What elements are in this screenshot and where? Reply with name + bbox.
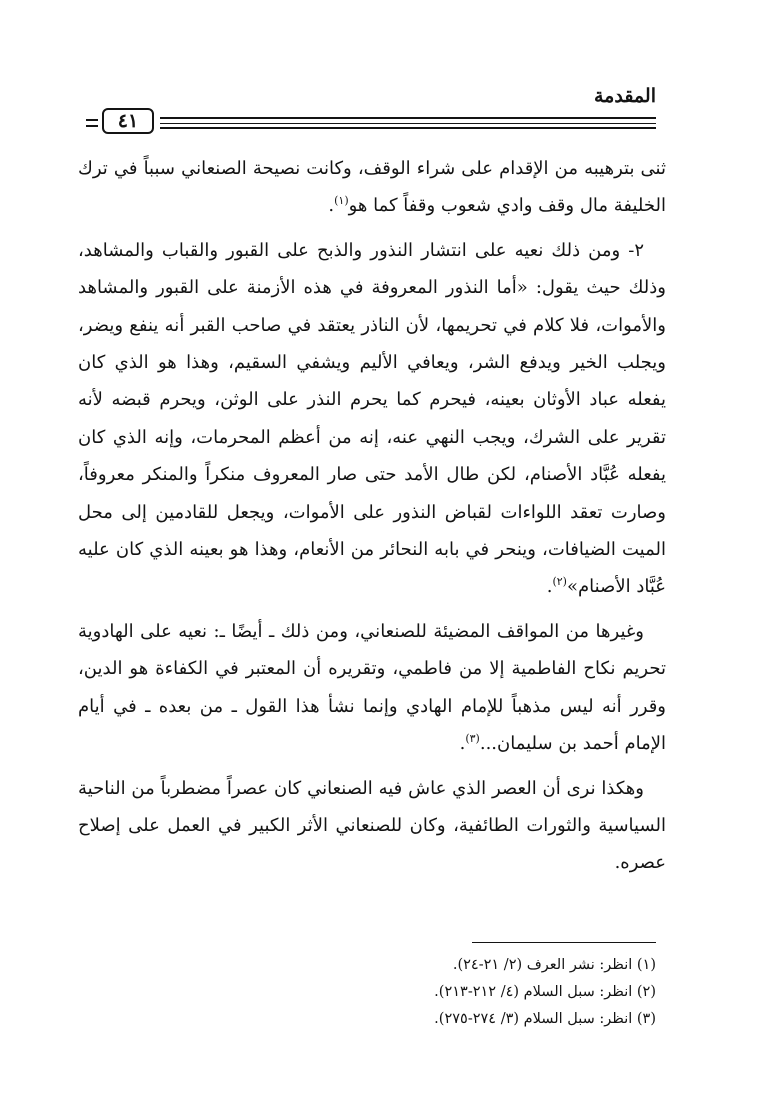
header-rule-line	[160, 123, 656, 124]
footnote-ref: (٣)	[465, 732, 480, 746]
footnote-ref: (٢)	[552, 575, 567, 589]
footnote: (١) انظر: نشر العرف (٢/ ٢١-٢٤).	[452, 957, 656, 973]
paragraph-end: .	[459, 733, 466, 755]
paragraph-end: .	[328, 195, 335, 217]
page-number: ٤١	[102, 108, 154, 134]
paragraph-text: ٢- ومن ذلك نعيه على انتشار النذور والذبح على القبور والقباب والمشاهد، وذلك حيث يقول: «أما النذور المعروفة في هذه الأزمنة على القبور والمشاهد والأموات، فلا كلام في تحريمها، لأن الناذر يعتقد في صاحب القبر أنه ينفع ويضر، ويجلب الخير ويدفع الشر، ويعافي الأليم ويشفي السقيم، وهذا هو الذي كان يفعله عباد الأوثان بعينه، فيحرم كما يحرم النذر على الوثن، ويحرم قبضه لأنه تقرير على الشرك، ويجب النهي عنه، إنه من أعظم المحرمات، وإنه الذي كان يفعله عُبَّاد الأصنام، لكن طال الأمد حتى صار المعروف منكراً والمنكر معروفاً، وصارت تعقد اللواءات لقباض النذور على الأموات، ويجعل للقادمين إلى محل الميت الضيافات، وينحر في بابه النحائر من الأنعام، وهذا هو بعينه الذي كان عليه عُبَّاد الأصنام»	[78, 239, 666, 598]
header-rule-end-mark	[86, 125, 98, 127]
header-rule-line	[160, 117, 656, 119]
footnotes	[96, 952, 656, 1033]
paragraph	[78, 613, 666, 763]
footnote: (٢) انظر: سبل السلام (٤/ ٢١٢-٢١٣).	[434, 984, 656, 1000]
header-rule-end-mark	[86, 119, 98, 121]
footnote-separator	[472, 942, 656, 943]
footnote: (٣) انظر: سبل السلام (٣/ ٢٧٤-٢٧٥).	[434, 1011, 656, 1027]
header-rule	[84, 108, 656, 136]
paragraph	[78, 150, 666, 225]
paragraph-text: وغيرها من المواقف المضيئة للصنعاني، ومن ذلك ـ أيضًا ـ: نعيه على الهادوية تحريم نكاح الفاطمية إلا من فاطمي، وتقريره أن المعتبر في الكفاءة هو الدين، وقرر أنه ليس مذهباً للإمام الهادي وإنما نشأ هذا القول ـ من بعده ـ في أيام الإمام أحمد بن سليمان...	[78, 620, 666, 755]
paragraph	[78, 770, 666, 882]
footnote-ref: (١)	[334, 194, 349, 208]
paragraph-end: .	[546, 576, 553, 598]
header-rule-line	[160, 127, 656, 129]
paragraph	[78, 232, 666, 606]
paragraph-text: وهكذا نرى أن العصر الذي عاش فيه الصنعاني كان عصراً مضطرباً من الناحية السياسية والثورات الطائفية، وكان للصنعاني الأثر الكبير في العمل على إصلاح عصره.	[78, 777, 666, 874]
running-title: المقدمة	[593, 85, 656, 107]
body-text	[78, 150, 666, 889]
paragraph-text: ثنى بترهيبه من الإقدام على شراء الوقف، وكانت نصيحة الصنعاني سبباً في ترك الخليفة مال وقف وادي شعوب وقفاً كما هو	[78, 158, 666, 217]
